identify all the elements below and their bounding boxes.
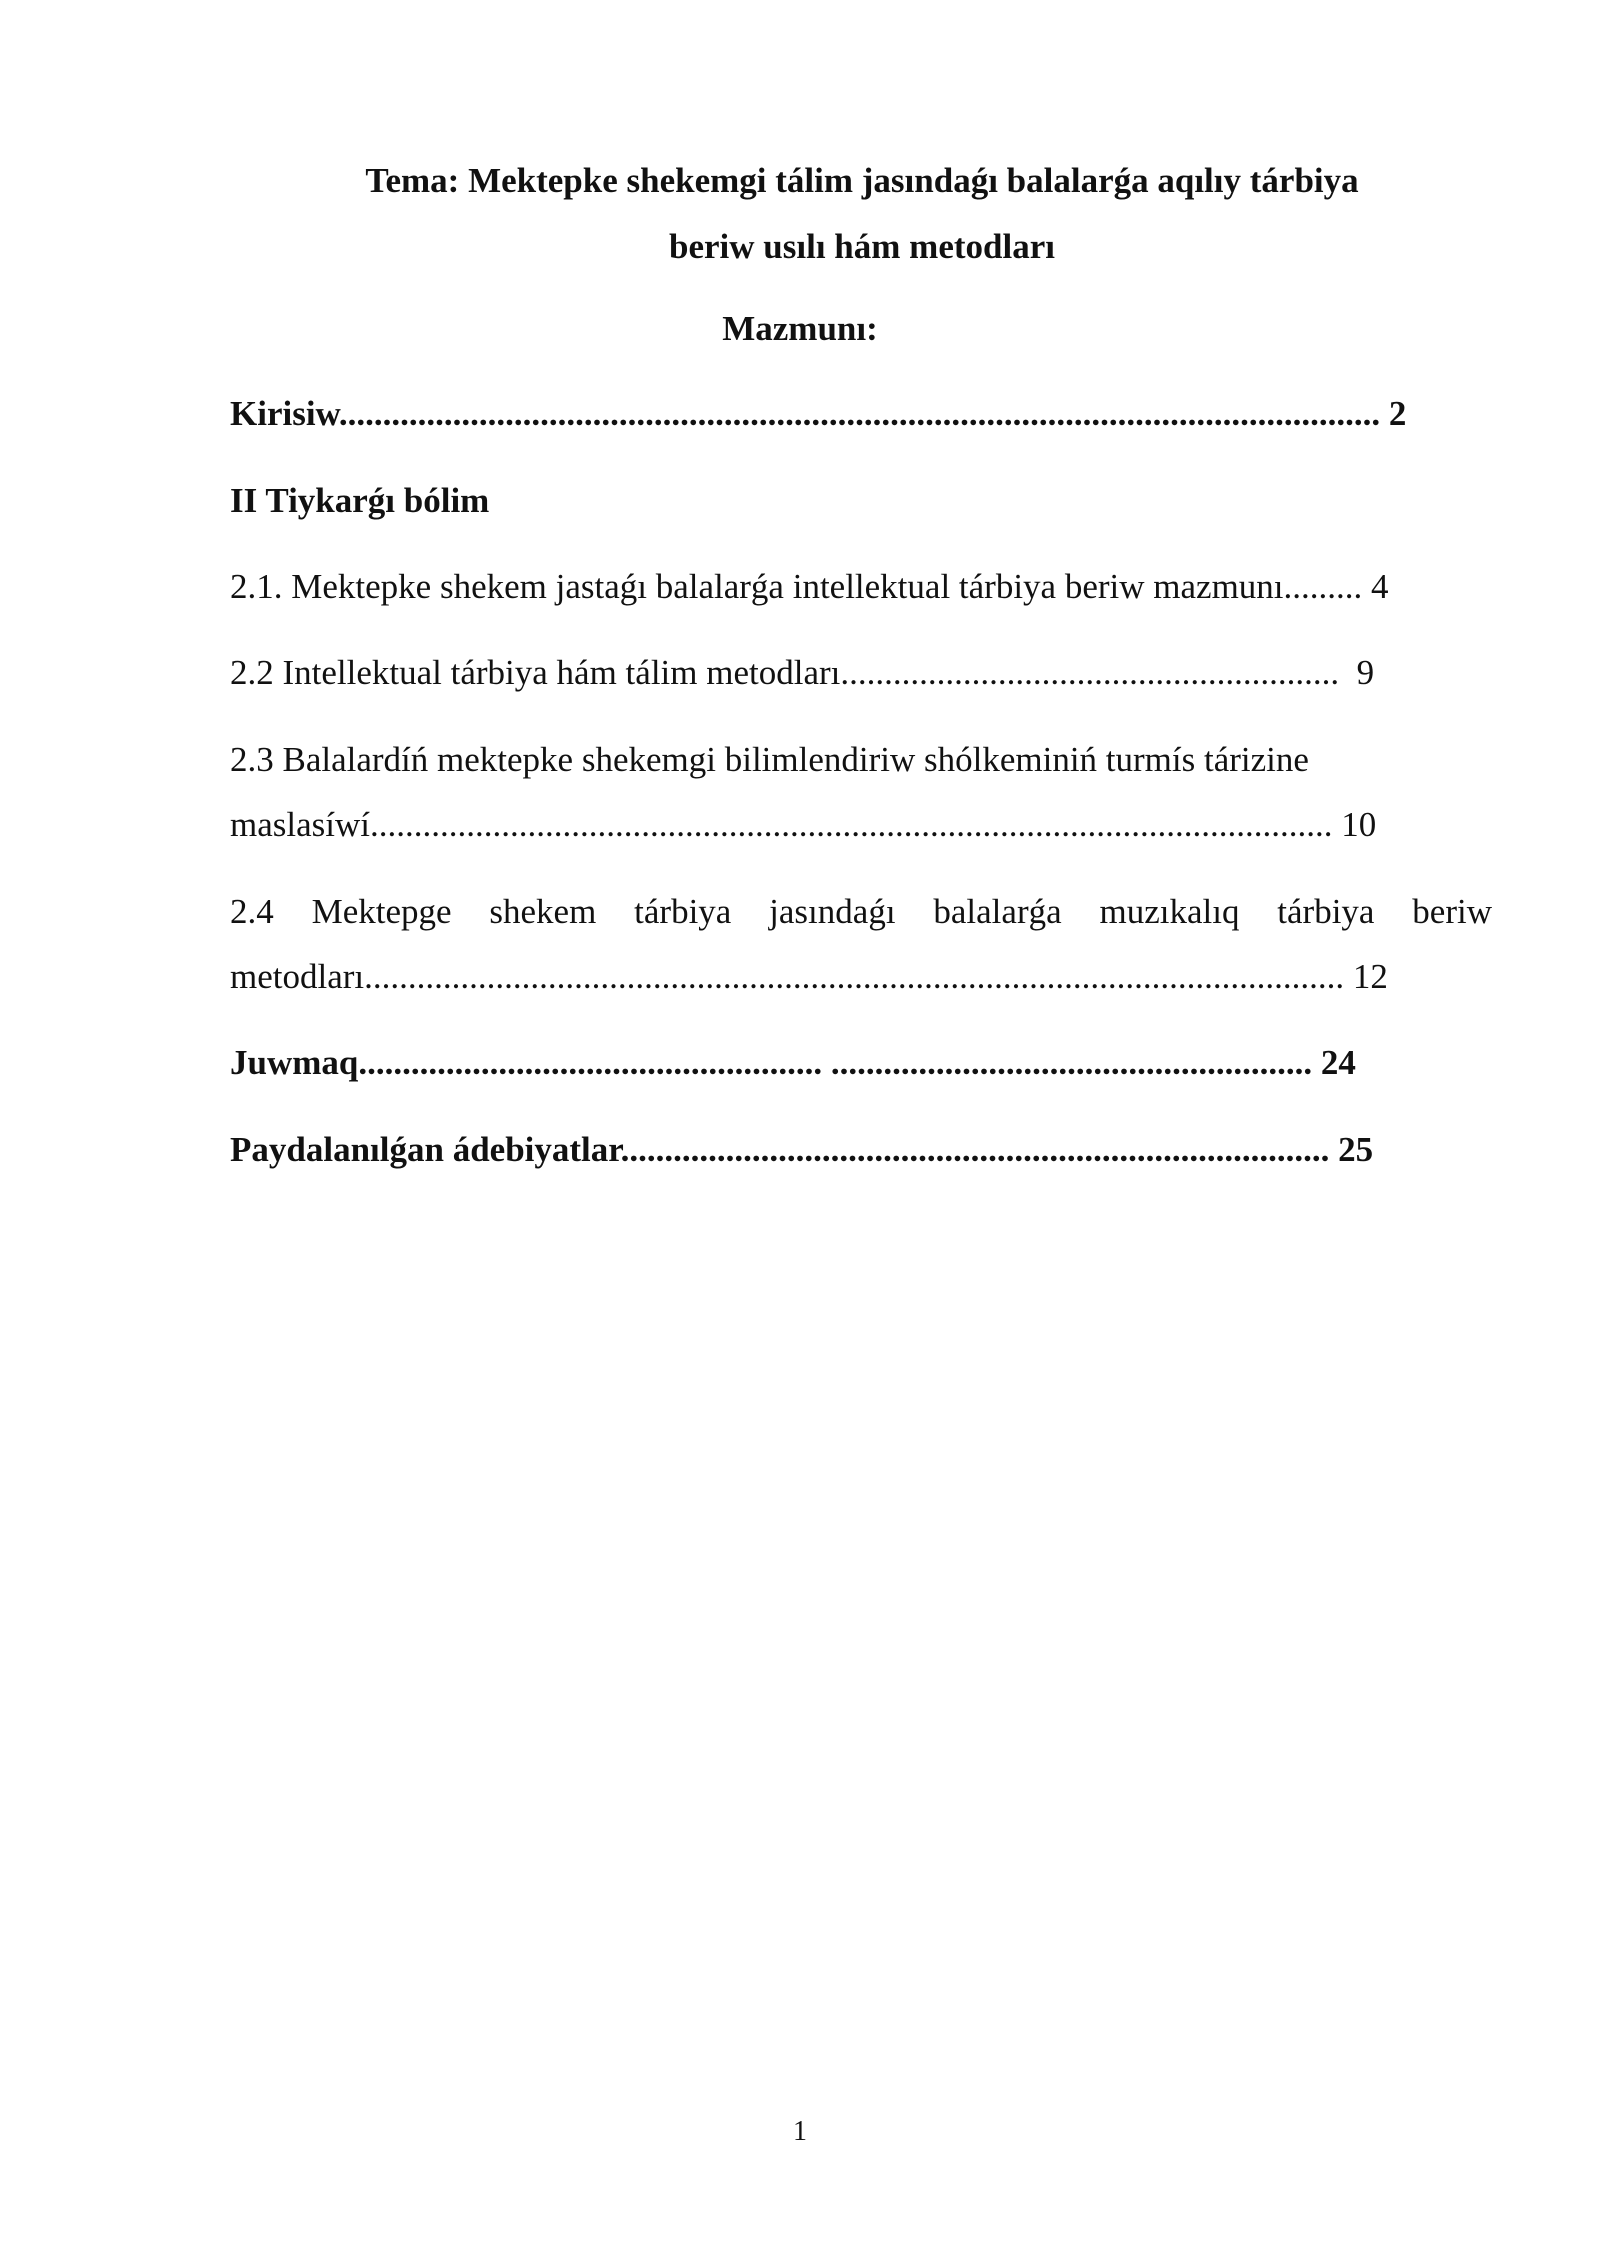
contents-heading: Mazmunı:	[722, 309, 878, 348]
page-number: 1	[793, 2116, 807, 2147]
toc-entry-2-2: 2.2 Intellektual tárbiya hám tálim metodları......................................................... 9	[230, 653, 1375, 692]
toc-entry-2-1: 2.1. Mektepke shekem jastaǵı balalarǵa intellektual tárbiya beriw mazmunı......... 4	[230, 567, 1389, 606]
toc-section-main-part: II Tiykarǵı bólim	[230, 481, 490, 520]
title-line-1: Tema: Mektepke shekemgi tálim jasındaǵı balalarǵa aqılıy tárbiya	[365, 161, 1359, 200]
toc-entry-2-3-line-2: maslasíwí.............................................................................................................. 10	[230, 805, 1377, 844]
document-title	[232, 148, 1492, 280]
toc-entry-references: Paydalanılǵan ádebiyatlar................................................................................. 25	[230, 1130, 1374, 1169]
toc-entry-2-4-line-2: metodları................................................................................................................ 12	[230, 957, 1388, 996]
toc-entry-intro: Kirisiw....................................................................................................................... 2	[230, 394, 1407, 433]
toc-entry-conclusion: Juwmaq..................................................... ....................................................... 24	[230, 1043, 1356, 1082]
toc-entry-2-4-line-1: 2.4 Mektepge shekem tárbiya jasındaǵı balalarǵa muzıkalıq tárbiya beriw	[230, 892, 1492, 931]
title-line-2: beriw usılı hám metodları	[669, 227, 1055, 266]
toc-entry-2-3-line-1: 2.3 Balalardíń mektepke shekemgi bilimlendiriw shólkeminiń turmís tárizine	[230, 740, 1309, 779]
